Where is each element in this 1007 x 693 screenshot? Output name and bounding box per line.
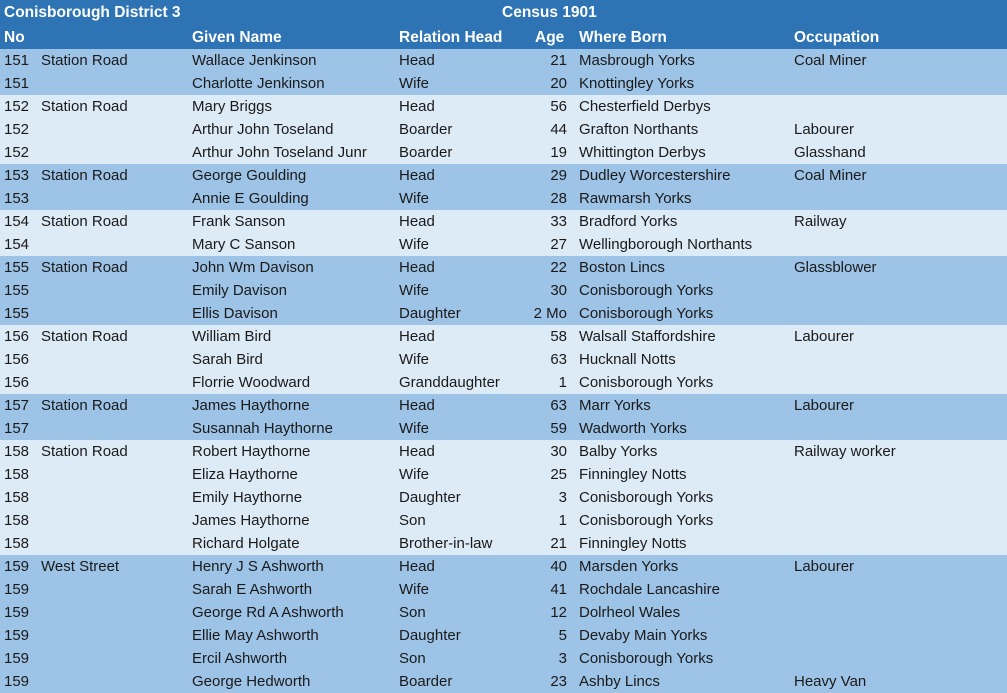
cell-where-born: Balby Yorks xyxy=(579,443,658,460)
cell-no: 158 xyxy=(4,489,30,506)
cell-occupation: Labourer xyxy=(794,397,855,414)
cell-relation: Wife xyxy=(399,581,429,598)
cell-no: 152 xyxy=(4,121,30,138)
cell-given-name: Arthur John Toseland xyxy=(192,121,334,138)
table-row xyxy=(0,647,1007,670)
cell-relation: Head xyxy=(399,443,435,460)
cell-given-name: William Bird xyxy=(192,328,272,345)
cell-where-born: Rochdale Lancashire xyxy=(579,581,720,598)
cell-given-name: Arthur John Toseland Junr xyxy=(192,144,367,161)
table-row xyxy=(0,118,1007,141)
cell-no: 159 xyxy=(4,673,30,690)
cell-street: Station Road xyxy=(41,328,128,345)
header-no: No xyxy=(4,29,25,46)
table-row xyxy=(0,624,1007,647)
cell-no: 158 xyxy=(4,512,30,529)
cell-relation: Daughter xyxy=(399,305,461,322)
cell-where-born: Boston Lincs xyxy=(579,259,665,276)
cell-relation: Son xyxy=(399,604,426,621)
table-row xyxy=(0,555,1007,578)
cell-age: 23 xyxy=(550,673,567,690)
cell-given-name: Mary Briggs xyxy=(192,98,273,115)
cell-age: 40 xyxy=(550,558,567,575)
header-age: Age xyxy=(535,29,565,46)
table-row xyxy=(0,509,1007,532)
cell-no: 156 xyxy=(4,328,30,345)
table-row xyxy=(0,601,1007,624)
cell-where-born: Conisborough Yorks xyxy=(579,305,714,322)
cell-age: 41 xyxy=(550,581,567,598)
cell-given-name: Charlotte Jenkinson xyxy=(192,75,325,92)
cell-relation: Head xyxy=(399,259,435,276)
cell-street: Station Road xyxy=(41,213,128,230)
cell-relation: Wife xyxy=(399,351,429,368)
cell-no: 156 xyxy=(4,351,30,368)
cell-street: Station Road xyxy=(41,52,128,69)
cell-where-born: Wellingborough Northants xyxy=(579,236,753,253)
cell-no: 153 xyxy=(4,167,30,184)
cell-given-name: Eliza Haythorne xyxy=(192,466,298,483)
cell-given-name: Richard Holgate xyxy=(192,535,300,552)
cell-no: 159 xyxy=(4,627,30,644)
table-row xyxy=(0,187,1007,210)
cell-relation: Son xyxy=(399,650,426,667)
cell-where-born: Hucknall Notts xyxy=(579,351,676,368)
table-row xyxy=(0,256,1007,279)
cell-street: Station Road xyxy=(41,397,128,414)
cell-where-born: Conisborough Yorks xyxy=(579,650,714,667)
cell-street: Station Road xyxy=(41,98,128,115)
cell-relation: Granddaughter xyxy=(399,374,500,391)
cell-given-name: James Haythorne xyxy=(192,512,310,529)
table-row xyxy=(0,578,1007,601)
cell-no: 155 xyxy=(4,282,30,299)
cell-given-name: Henry J S Ashworth xyxy=(192,558,324,575)
cell-where-born: Ashby Lincs xyxy=(579,673,660,690)
cell-age: 63 xyxy=(550,351,567,368)
table-row xyxy=(0,95,1007,118)
cell-age: 1 xyxy=(558,512,567,529)
cell-no: 151 xyxy=(4,75,30,92)
cell-age: 3 xyxy=(558,650,567,667)
cell-where-born: Conisborough Yorks xyxy=(579,282,714,299)
cell-given-name: Ercil Ashworth xyxy=(192,650,288,667)
cell-given-name: Florrie Woodward xyxy=(192,374,311,391)
cell-age: 27 xyxy=(550,236,567,253)
cell-age: 56 xyxy=(550,98,567,115)
cell-given-name: George Goulding xyxy=(192,167,307,184)
cell-given-name: Emily Davison xyxy=(192,282,288,299)
cell-age: 28 xyxy=(550,190,567,207)
cell-where-born: Devaby Main Yorks xyxy=(579,627,708,644)
cell-street: Station Road xyxy=(41,259,128,276)
cell-occupation: Railway xyxy=(794,213,847,230)
cell-no: 154 xyxy=(4,213,30,230)
cell-relation: Head xyxy=(399,558,435,575)
cell-no: 153 xyxy=(4,190,30,207)
cell-age: 19 xyxy=(550,144,567,161)
cell-where-born: Conisborough Yorks xyxy=(579,374,714,391)
cell-no: 152 xyxy=(4,98,30,115)
cell-no: 157 xyxy=(4,420,30,437)
cell-relation: Wife xyxy=(399,420,429,437)
cell-relation: Head xyxy=(399,328,435,345)
table-row xyxy=(0,486,1007,509)
table-row xyxy=(0,325,1007,348)
cell-given-name: Susannah Haythorne xyxy=(192,420,333,437)
cell-no: 152 xyxy=(4,144,30,161)
cell-no: 158 xyxy=(4,466,30,483)
cell-street: Station Road xyxy=(41,167,128,184)
cell-given-name: George Hedworth xyxy=(192,673,311,690)
header-relation: Relation Head xyxy=(399,29,503,46)
cell-street: West Street xyxy=(41,558,120,575)
cell-relation: Boarder xyxy=(399,121,453,138)
cell-relation: Wife xyxy=(399,282,429,299)
cell-no: 155 xyxy=(4,305,30,322)
cell-where-born: Finningley Notts xyxy=(579,535,687,552)
header-where-born: Where Born xyxy=(579,29,667,46)
cell-given-name: Ellie May Ashworth xyxy=(192,627,319,644)
header-occupation: Occupation xyxy=(794,29,880,46)
cell-where-born: Conisborough Yorks xyxy=(579,489,714,506)
cell-where-born: Marsden Yorks xyxy=(579,558,679,575)
cell-where-born: Finningley Notts xyxy=(579,466,687,483)
cell-no: 154 xyxy=(4,236,30,253)
cell-given-name: John Wm Davison xyxy=(192,259,314,276)
cell-age: 12 xyxy=(550,604,567,621)
cell-relation: Daughter xyxy=(399,627,461,644)
cell-given-name: Wallace Jenkinson xyxy=(192,52,317,69)
cell-where-born: Wadworth Yorks xyxy=(579,420,687,437)
cell-age: 21 xyxy=(550,535,567,552)
cell-relation: Son xyxy=(399,512,426,529)
cell-where-born: Chesterfield Derbys xyxy=(579,98,711,115)
cell-where-born: Conisborough Yorks xyxy=(579,512,714,529)
table-row xyxy=(0,532,1007,555)
table-row xyxy=(0,348,1007,371)
cell-age: 20 xyxy=(550,75,567,92)
cell-age: 30 xyxy=(550,443,567,460)
cell-age: 2 Mo xyxy=(533,305,567,322)
cell-age: 59 xyxy=(550,420,567,437)
cell-where-born: Whittington Derbys xyxy=(579,144,706,161)
cell-given-name: George Rd A Ashworth xyxy=(192,604,344,621)
cell-no: 151 xyxy=(4,52,30,69)
cell-age: 30 xyxy=(550,282,567,299)
title-row xyxy=(0,0,1007,26)
cell-age: 5 xyxy=(558,627,567,644)
cell-relation: Head xyxy=(399,397,435,414)
cell-relation: Head xyxy=(399,167,435,184)
cell-age: 29 xyxy=(550,167,567,184)
cell-age: 63 xyxy=(550,397,567,414)
cell-given-name: Emily Haythorne xyxy=(192,489,303,506)
cell-given-name: Robert Haythorne xyxy=(192,443,311,460)
table-row xyxy=(0,417,1007,440)
cell-occupation: Labourer xyxy=(794,328,855,345)
cell-no: 159 xyxy=(4,581,30,598)
cell-where-born: Dudley Worcestershire xyxy=(579,167,731,184)
cell-where-born: Rawmarsh Yorks xyxy=(579,190,692,207)
cell-age: 1 xyxy=(558,374,567,391)
cell-occupation: Glassblower xyxy=(794,259,877,276)
cell-age: 58 xyxy=(550,328,567,345)
table-row xyxy=(0,279,1007,302)
cell-relation: Head xyxy=(399,98,435,115)
cell-occupation: Railway worker xyxy=(794,443,896,460)
cell-relation: Boarder xyxy=(399,673,453,690)
cell-relation: Head xyxy=(399,52,435,69)
cell-where-born: Bradford Yorks xyxy=(579,213,678,230)
table-row xyxy=(0,141,1007,164)
cell-given-name: Sarah Bird xyxy=(192,351,263,368)
cell-where-born: Dolrheol Wales xyxy=(579,604,681,621)
cell-age: 25 xyxy=(550,466,567,483)
table-row xyxy=(0,49,1007,72)
cell-where-born: Grafton Northants xyxy=(579,121,699,138)
cell-occupation: Coal Miner xyxy=(794,167,867,184)
cell-relation: Daughter xyxy=(399,489,461,506)
cell-no: 156 xyxy=(4,374,30,391)
cell-relation: Boarder xyxy=(399,144,453,161)
cell-no: 157 xyxy=(4,397,30,414)
cell-no: 159 xyxy=(4,558,30,575)
census-title: Census 1901 xyxy=(502,4,597,21)
table-row xyxy=(0,463,1007,486)
header-row xyxy=(0,26,1007,49)
cell-relation: Wife xyxy=(399,75,429,92)
cell-given-name: Annie E Goulding xyxy=(192,190,309,207)
cell-occupation: Labourer xyxy=(794,558,855,575)
table-body xyxy=(0,49,1007,693)
cell-age: 44 xyxy=(550,121,567,138)
cell-occupation: Heavy Van xyxy=(794,673,867,690)
cell-relation: Head xyxy=(399,213,435,230)
cell-age: 21 xyxy=(550,52,567,69)
cell-relation: Brother-in-law xyxy=(399,535,493,552)
cell-age: 22 xyxy=(550,259,567,276)
cell-given-name: Sarah E Ashworth xyxy=(192,581,313,598)
cell-occupation: Labourer xyxy=(794,121,855,138)
cell-where-born: Knottingley Yorks xyxy=(579,75,695,92)
table-row xyxy=(0,394,1007,417)
table-row xyxy=(0,302,1007,325)
cell-relation: Wife xyxy=(399,236,429,253)
cell-where-born: Walsall Staffordshire xyxy=(579,328,716,345)
cell-given-name: James Haythorne xyxy=(192,397,310,414)
district-title: Conisborough District 3 xyxy=(4,4,181,21)
cell-no: 158 xyxy=(4,443,30,460)
cell-no: 159 xyxy=(4,650,30,667)
cell-no: 155 xyxy=(4,259,30,276)
cell-occupation: Coal Miner xyxy=(794,52,867,69)
cell-age: 33 xyxy=(550,213,567,230)
cell-where-born: Marr Yorks xyxy=(579,397,651,414)
cell-occupation: Glasshand xyxy=(794,144,866,161)
table-row xyxy=(0,164,1007,187)
cell-street: Station Road xyxy=(41,443,128,460)
cell-relation: Wife xyxy=(399,190,429,207)
cell-given-name: Ellis Davison xyxy=(192,305,278,322)
cell-age: 3 xyxy=(558,489,567,506)
cell-where-born: Masbrough Yorks xyxy=(579,52,695,69)
cell-given-name: Mary C Sanson xyxy=(192,236,296,253)
header-given-name: Given Name xyxy=(192,29,282,46)
table-row xyxy=(0,72,1007,95)
table-row xyxy=(0,233,1007,256)
table-row xyxy=(0,371,1007,394)
table-row xyxy=(0,440,1007,463)
table-row xyxy=(0,670,1007,693)
cell-given-name: Frank Sanson xyxy=(192,213,286,230)
table-row xyxy=(0,210,1007,233)
cell-no: 159 xyxy=(4,604,30,621)
cell-no: 158 xyxy=(4,535,30,552)
cell-relation: Wife xyxy=(399,466,429,483)
